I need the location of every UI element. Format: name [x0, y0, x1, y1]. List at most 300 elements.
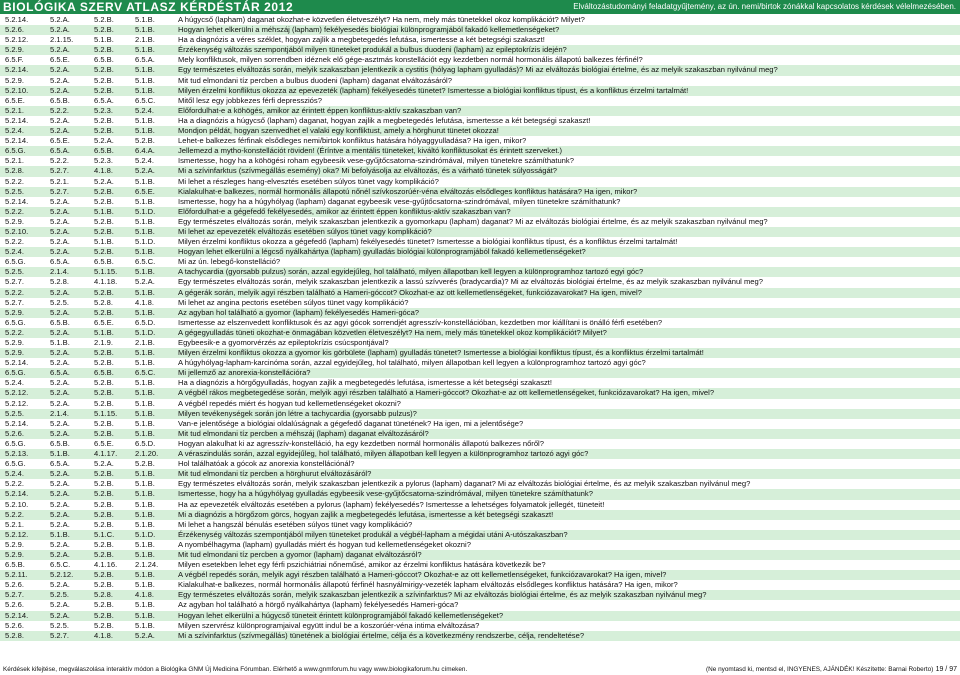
- question-text: Hogyan lehet elkerülni a méhszáj (lapham) fekélyesedés biológiai különprogramjából fakadó kellemetlenségeket?: [178, 25, 560, 35]
- chapter-code: 6.5.B.: [94, 146, 114, 156]
- question-text: Mi lehet az angina pectoris esetében súlyos tünet vagy komplikáció?: [178, 297, 409, 307]
- chapter-code: 5.2.A.: [50, 226, 70, 236]
- chapter-code: 5.2.A.: [50, 378, 70, 388]
- question-text: Mit tud elmondani tíz percben a hörghurut elváltozásáról?: [178, 469, 372, 479]
- chapter-code: 5.2.4.: [135, 105, 154, 115]
- chapter-code: 5.2.A.: [135, 630, 155, 640]
- chapter-code: 5.2.B.: [94, 378, 114, 388]
- question-text: Mit tud elmondani tíz percben a bulbus duodeni (lapham) daganat elváltozásáról?: [178, 75, 452, 85]
- question-text: Egy természetes elváltozás során, melyik szakaszban jelentkezik a gyomorkapu (lapham) daganat? Mi az elváltozás biológiai értelme, és az melyik szakaszban nyilvánul meg?: [178, 216, 768, 226]
- chapter-code: 5.2.A.: [50, 509, 70, 519]
- chapter-code: 6.5.G.: [5, 438, 26, 448]
- chapter-code: 5.2.A.: [50, 307, 70, 317]
- chapter-code: 5.2.14.: [5, 489, 29, 499]
- chapter-code: 5.1.B.: [135, 509, 155, 519]
- chapter-code: 5.2.5.: [50, 590, 69, 600]
- chapter-code: 5.2.A.: [50, 15, 70, 24]
- table-row: [0, 388, 960, 398]
- chapter-code: 5.2.A.: [50, 358, 70, 368]
- table-row: [0, 580, 960, 590]
- chapter-code: 5.1.B.: [135, 539, 155, 549]
- chapter-code: 5.2.6.: [5, 580, 24, 590]
- chapter-code: 5.2.B.: [94, 600, 114, 610]
- chapter-code: 5.1.D.: [135, 237, 156, 247]
- chapter-code: 5.2.A.: [50, 115, 70, 125]
- chapter-code: 5.2.2.: [5, 176, 24, 186]
- question-text: Jellemezd a mytho-konstellációt röviden! (Éríntve a mentális tüneteket, kiváltó konfliktusokat és érintett szerveket.): [178, 146, 563, 156]
- chapter-code: 5.1.B.: [135, 378, 155, 388]
- chapter-code: 4.1.8.: [135, 297, 154, 307]
- header-subtitle: Elváltozástudományi feladatgyűjtemény, az ún. nemi/birtok zónákkal kapcsolatos kérdések vélelmezésében.: [573, 2, 956, 11]
- chapter-code: 5.2.B.: [94, 428, 114, 438]
- table-row: [0, 409, 960, 419]
- chapter-code: 6.5.C.: [135, 95, 156, 105]
- chapter-code: 5.1.B.: [135, 126, 155, 136]
- chapter-code: 5.1.B.: [94, 35, 114, 45]
- chapter-code: 5.2.5.: [50, 297, 69, 307]
- chapter-code: 6.5.C.: [135, 368, 156, 378]
- chapter-code: 5.2.9.: [5, 338, 24, 347]
- chapter-code: 5.2.A.: [50, 418, 70, 428]
- chapter-code: 4.1.8.: [135, 590, 154, 600]
- chapter-code: 5.2.A.: [94, 176, 114, 186]
- chapter-code: 5.2.A.: [50, 287, 70, 297]
- question-text: Mi lehet a hangszál bénulás esetében súlyos tünet vagy komplikáció?: [178, 519, 413, 529]
- chapter-code: 5.2.11.: [5, 570, 28, 580]
- chapter-code: 5.1.B.: [135, 418, 155, 428]
- chapter-code: 5.2.2.: [5, 327, 24, 337]
- chapter-code: 5.2.8.: [94, 590, 113, 600]
- table-row: [0, 611, 960, 621]
- chapter-code: 5.2.8.: [5, 166, 24, 176]
- table-row: [0, 631, 960, 641]
- question-text: A tachycardia (gyorsabb pulzus) során, azzal egyidejűleg, hol található, milyen állapotban kell legyen a különprogramhoz tartozó egyi góc?: [178, 267, 644, 277]
- chapter-code: 5.2.7.: [50, 630, 69, 640]
- chapter-code: 5.2.7.: [5, 277, 24, 287]
- chapter-code: 5.2.14.: [5, 136, 29, 146]
- chapter-code: 5.2.A.: [50, 388, 70, 398]
- table-row: [0, 166, 960, 176]
- table-row: [0, 419, 960, 429]
- chapter-code: 5.2.8.: [94, 297, 113, 307]
- chapter-code: 5.2.B.: [94, 499, 114, 509]
- table-row: [0, 308, 960, 318]
- chapter-code: 6.5.D.: [135, 317, 156, 327]
- chapter-code: 6.5.B.: [94, 55, 114, 65]
- question-table: [0, 15, 960, 641]
- table-row: [0, 267, 960, 277]
- chapter-code: 5.1.B.: [135, 287, 155, 297]
- chapter-code: 5.2.A.: [50, 126, 70, 136]
- chapter-code: 6.5.B.: [50, 317, 70, 327]
- chapter-code: 5.2.A.: [135, 166, 155, 176]
- chapter-code: 2.1.4.: [50, 408, 69, 418]
- chapter-code: 5.2.B.: [94, 358, 114, 368]
- question-text: Hogyan lehet elkerülni a húgycső tüneteit érintett különprogramjából fakadó kellemetlenségeket?: [178, 610, 504, 620]
- table-row: [0, 298, 960, 308]
- chapter-code: 6.5.B.: [94, 368, 114, 378]
- chapter-code: 5.2.A.: [94, 459, 114, 469]
- chapter-code: 5.2.1.: [50, 176, 69, 186]
- question-text: Hogyan alakulhat ki az agresszív-konstelláció, ha egy kezdetben normál hormonális állapotú balkezes nőről?: [178, 438, 544, 448]
- chapter-code: 4.1.8.: [94, 630, 113, 640]
- chapter-code: 5.2.A.: [50, 600, 70, 610]
- chapter-code: 5.2.B.: [94, 539, 114, 549]
- question-text: A véraszindulás során, azzal egyidejűleg, hol található, milyen állapotban kell legyen a különprogramhoz tartozó agyi góc?: [178, 449, 589, 459]
- table-row: [0, 65, 960, 75]
- chapter-code: 5.2.7.: [5, 297, 24, 307]
- chapter-code: 2.1.15.: [50, 35, 74, 45]
- chapter-code: 5.1.15.: [94, 408, 118, 418]
- chapter-code: 5.1.B.: [135, 479, 155, 489]
- table-row: [0, 116, 960, 126]
- question-text: Az agyban hol található a gyomor (lapham) fekélyesedés Hameri-góca?: [178, 307, 420, 317]
- chapter-code: 5.2.B.: [94, 348, 114, 358]
- chapter-code: 5.2.B.: [94, 580, 114, 590]
- chapter-code: 6.5.D.: [135, 438, 156, 448]
- chapter-code: 5.2.14.: [5, 196, 29, 206]
- chapter-code: 5.2.A.: [50, 206, 70, 216]
- table-row: [0, 217, 960, 227]
- question-text: Mit tud elmondani tíz percben a méhszáj (lapham) daganat elváltozásáról?: [178, 428, 429, 438]
- table-row: [0, 187, 960, 197]
- chapter-code: 5.1.B.: [135, 75, 155, 85]
- chapter-code: 5.1.B.: [135, 620, 155, 630]
- question-text: Mi a szívinfarktus (szívmegállás esemény) oka? Mi befolyásolja az elváltozás, és a várható tünetek súlyosságát?: [178, 166, 558, 176]
- chapter-code: 5.2.6.: [5, 25, 24, 35]
- table-row: [0, 15, 960, 25]
- chapter-code: 5.2.B.: [94, 226, 114, 236]
- chapter-code: 5.2.A.: [50, 428, 70, 438]
- table-row: [0, 520, 960, 530]
- table-row: [0, 237, 960, 247]
- question-text: Mondjon példát, hogyan szenvedhet el valaki egy konfliktust, amely a hörghurut tünetet okozza!: [178, 126, 499, 136]
- question-text: Milyen esetekben lehet egy férfi pszichiátriai nőneműsé, amikor az érzelmi konfliktus hatására következik be?: [178, 560, 546, 570]
- chapter-code: 5.2.2.: [5, 237, 24, 247]
- chapter-code: 6.5.F.: [5, 55, 24, 65]
- chapter-code: 5.2.12.: [5, 35, 29, 45]
- chapter-code: 6.5.E.: [94, 438, 114, 448]
- chapter-code: 6.5.E.: [50, 136, 70, 146]
- chapter-code: 5.1.D.: [135, 327, 156, 337]
- chapter-code: 2.1.B.: [135, 35, 155, 45]
- question-text: Milyen szervrész különprogramjaival együtt indul be a koszorúér-véna intima elváltozása?: [178, 620, 480, 630]
- chapter-code: 5.2.B.: [94, 65, 114, 75]
- chapter-code: 5.2.12.: [50, 570, 74, 580]
- chapter-code: 5.2.12.: [5, 529, 29, 539]
- question-text: Van-e jelentősége a biológiai oldalúságnak a gégefedő daganat tünetének? Ha igen, mi a jelentősége?: [178, 418, 524, 428]
- table-row: [0, 96, 960, 106]
- chapter-code: 4.1.17.: [94, 449, 118, 459]
- question-text: Érzékenység változás szempontjából milyen tüneteket produkál a végbél-lapham a mégidai utáni A-utószakaszban?: [178, 529, 568, 539]
- chapter-code: 5.1.B.: [135, 519, 155, 529]
- table-row: [0, 469, 960, 479]
- chapter-code: 5.1.B.: [135, 489, 155, 499]
- chapter-code: 6.4.A.: [135, 146, 155, 156]
- chapter-code: 5.2.B.: [94, 75, 114, 85]
- chapter-code: 5.2.1.: [5, 105, 24, 115]
- chapter-code: 5.2.A.: [50, 539, 70, 549]
- question-text: Egy természetes elváltozás során, melyik szakaszban jelentkezik a szívinfarktus? Mi az elváltozás biológiai értelme, és az melyik szakaszban nyilvánul meg?: [178, 590, 707, 600]
- chapter-code: 5.1.B.: [135, 247, 155, 257]
- chapter-code: 5.2.A.: [50, 85, 70, 95]
- chapter-code: 5.1.B.: [135, 398, 155, 408]
- chapter-code: 5.2.14.: [5, 15, 29, 24]
- chapter-code: 6.5.E.: [94, 317, 114, 327]
- question-text: Kialakulhat-e balkezes, normál hormonális állapotú férfinél hasnyálmirigy-vezeték lapham elváltozás elsődleges konfliktus hatására? Ha igen, mikor?: [178, 580, 678, 590]
- chapter-code: 6.5.C.: [50, 560, 71, 570]
- chapter-code: 5.1.B.: [135, 580, 155, 590]
- chapter-code: 6.5.A.: [50, 459, 70, 469]
- chapter-code: 5.1.B.: [135, 45, 155, 55]
- table-row: [0, 35, 960, 45]
- chapter-code: 5.2.B.: [94, 85, 114, 95]
- chapter-code: 5.2.B.: [94, 186, 114, 196]
- chapter-code: 5.2.12.: [5, 388, 29, 398]
- chapter-code: 5.2.9.: [5, 539, 24, 549]
- question-text: Mi a diagnózis a hörgőzom görcs, hogyan zajlik a megbetegedés lefutása, ismertesse a két betegségi szakaszt!: [178, 509, 554, 519]
- chapter-code: 5.2.A.: [50, 25, 70, 35]
- table-row: [0, 621, 960, 631]
- chapter-code: 5.2.A.: [50, 247, 70, 257]
- chapter-code: 5.2.A.: [50, 580, 70, 590]
- table-row: [0, 156, 960, 166]
- chapter-code: 6.5.A.: [135, 55, 155, 65]
- chapter-code: 6.5.A.: [94, 95, 114, 105]
- chapter-code: 5.2.A.: [50, 489, 70, 499]
- chapter-code: 5.2.5.: [5, 267, 24, 277]
- table-row: [0, 207, 960, 217]
- question-text: Ismertesse, hogy ha a húgyhólyag gyulladás egybeesik vese-gyűjtőcsatorna-szindrómával, milyen tünetekre számíthatunk?: [178, 489, 593, 499]
- question-text: Kialakulhat-e balkezes, normál hormonális állapotú nőnél szívkoszorúér-véna elváltozás elsődleges konfliktus hatására? Ha igen, mikor?: [178, 186, 638, 196]
- table-row: [0, 136, 960, 146]
- chapter-code: 5.2.B.: [94, 126, 114, 136]
- chapter-code: 5.2.B.: [94, 247, 114, 257]
- chapter-code: 5.2.9.: [5, 307, 24, 317]
- table-row: [0, 510, 960, 520]
- question-text: A húgyhólyag-lapham-karcinóma során, azzal egyidejűleg, hol található, milyen állapotban kell legyen a különprogramhoz tartozó agyi góc?: [178, 358, 646, 368]
- chapter-code: 6.5.A.: [50, 146, 70, 156]
- question-text: A nyombélhagyma (lapham) gyulladás miért és hogyan tud kellemetlenségeket okozni?: [178, 539, 471, 549]
- chapter-code: 5.2.B.: [94, 519, 114, 529]
- table-row: [0, 560, 960, 570]
- page-footer: [0, 665, 960, 675]
- chapter-code: 5.1.B.: [135, 226, 155, 236]
- question-text: Mitől lesz egy jobbkezes férfi depressziós?: [178, 95, 322, 105]
- table-row: [0, 439, 960, 449]
- table-row: [0, 257, 960, 267]
- chapter-code: 5.1.B.: [135, 115, 155, 125]
- chapter-code: 5.1.B.: [135, 196, 155, 206]
- question-text: Ha a diagnózis a véres széklet, hogyan zajlik a megbetegedés lefutása, ismertesse a két betegségi szakaszt!: [178, 35, 545, 45]
- chapter-code: 5.2.A.: [50, 398, 70, 408]
- chapter-code: 5.2.12.: [5, 398, 29, 408]
- chapter-code: 5.2.B.: [94, 469, 114, 479]
- chapter-code: 5.2.1.: [5, 519, 24, 529]
- table-row: [0, 459, 960, 469]
- chapter-code: 5.1.B.: [50, 529, 70, 539]
- question-text: Mit tud elmondani tíz percben a gyomor (lapham) daganat elváltozásról?: [178, 549, 422, 559]
- table-row: [0, 489, 960, 499]
- chapter-code: 5.2.B.: [94, 307, 114, 317]
- chapter-code: 5.2.A.: [50, 479, 70, 489]
- table-row: [0, 570, 960, 580]
- table-row: [0, 227, 960, 237]
- chapter-code: 5.2.2.: [5, 287, 24, 297]
- chapter-code: 5.1.B.: [135, 216, 155, 226]
- table-row: [0, 45, 960, 55]
- chapter-code: 5.1.B.: [135, 358, 155, 368]
- question-text: Hol találhatóak a gócok az anorexia konstellációnál?: [178, 459, 355, 469]
- table-row: [0, 277, 960, 287]
- chapter-code: 5.1.B.: [135, 65, 155, 75]
- chapter-code: 5.2.2.: [50, 156, 69, 166]
- chapter-code: 5.2.B.: [135, 459, 155, 469]
- chapter-code: 5.1.B.: [135, 610, 155, 620]
- chapter-code: 4.1.18.: [94, 277, 118, 287]
- chapter-code: 5.2.B.: [94, 418, 114, 428]
- chapter-code: 5.2.B.: [94, 287, 114, 297]
- chapter-code: 4.1.8.: [94, 166, 113, 176]
- chapter-code: 5.2.B.: [94, 115, 114, 125]
- question-text: Ismertesse, hogy ha a köhögési roham egybeesik vese-gyűjtőcsatorna-szindrómával, milyen tünetekre számíthatunk?: [178, 156, 574, 166]
- question-text: Mi a szívinfarktus (szívmegállás) tünetének a biológiai értelme, célja és a következmény rendszerbe, célja, rendeltetése?: [178, 630, 585, 640]
- chapter-code: 5.2.B.: [94, 549, 114, 559]
- chapter-code: 5.1.B.: [94, 206, 114, 216]
- chapter-code: 6.5.B.: [50, 438, 70, 448]
- chapter-code: 5.2.B.: [94, 610, 114, 620]
- chapter-code: 5.1.B.: [135, 388, 155, 398]
- chapter-code: 5.2.5.: [5, 408, 24, 418]
- table-row: [0, 76, 960, 86]
- chapter-code: 5.2.4.: [5, 126, 24, 136]
- chapter-code: 6.5.E.: [5, 95, 25, 105]
- chapter-code: 6.5.A.: [50, 368, 70, 378]
- chapter-code: 5.2.A.: [50, 519, 70, 529]
- chapter-code: 5.2.9.: [5, 216, 24, 226]
- table-row: [0, 197, 960, 207]
- chapter-code: 5.1.B.: [135, 307, 155, 317]
- chapter-code: 5.1.B.: [135, 267, 155, 277]
- chapter-code: 5.2.6.: [5, 600, 24, 610]
- table-row: [0, 550, 960, 560]
- chapter-code: 5.2.B.: [94, 216, 114, 226]
- chapter-code: 2.1.4.: [50, 267, 69, 277]
- question-text: Előfordulhat-e a gégefedő fekélyesedés, amikor az érintett éppen konfliktus-aktív szakaszban van?: [178, 206, 511, 216]
- chapter-code: 5.2.14.: [5, 65, 29, 75]
- table-row: [0, 590, 960, 600]
- question-text: Lehet-e balkezes férfinak elsődleges nemi/birtok konfliktus hatására hólyaggyulladása? Ha igen, mikor?: [178, 136, 527, 146]
- table-row: [0, 328, 960, 338]
- chapter-code: 5.2.7.: [50, 186, 69, 196]
- chapter-code: 2.1.24.: [135, 560, 159, 570]
- chapter-code: 5.2.4.: [135, 156, 154, 166]
- chapter-code: 5.2.A.: [50, 45, 70, 55]
- chapter-code: 5.1.B.: [135, 570, 155, 580]
- chapter-code: 2.1.B.: [135, 338, 155, 347]
- chapter-code: 5.2.3.: [94, 105, 113, 115]
- chapter-code: 5.2.B.: [94, 25, 114, 35]
- chapter-code: 5.2.10.: [5, 499, 29, 509]
- table-row: [0, 86, 960, 96]
- chapter-code: 6.5.C.: [135, 257, 156, 267]
- question-text: Ismertesse az elszenvedett konfliktusok és az agyi gócok sorrendjét agresszív-konstellációban, kezdetben mor kiállítani is önálló férfi esetében?: [178, 317, 663, 327]
- question-text: Mi lehet az epevezeték elváltozás esetében súlyos tünet vagy komplikáció?: [178, 226, 432, 236]
- chapter-code: 5.1.B.: [135, 348, 155, 358]
- chapter-code: 5.2.B.: [94, 388, 114, 398]
- question-text: Egy természetes elváltozás során, melyik szakaszban jelentkezik a pylorus (lapham) daganat? Mi az elváltozás biológiai értelme, és az melyik szakaszban nyilvánul meg?: [178, 479, 751, 489]
- question-text: Milyen érzelmi konfliktus okozza a gégefedő (lapham) fekélyesedés tünetet? Ismertesse a biológiai konfliktus típust, és a konfliktus érzelmi tartalmát!: [178, 237, 678, 247]
- chapter-code: 2.1.9.: [94, 338, 113, 347]
- chapter-code: 5.1.B.: [135, 85, 155, 95]
- table-row: [0, 177, 960, 187]
- table-row: [0, 530, 960, 540]
- table-row: [0, 338, 960, 348]
- chapter-code: 5.2.8.: [50, 277, 69, 287]
- table-row: [0, 146, 960, 156]
- chapter-code: 5.1.B.: [50, 338, 70, 347]
- chapter-code: 5.2.2.: [5, 206, 24, 216]
- chapter-code: 5.1.B.: [94, 237, 114, 247]
- chapter-code: 5.2.A.: [50, 469, 70, 479]
- chapter-code: 6.5.E.: [135, 186, 155, 196]
- chapter-code: 5.2.14.: [5, 115, 29, 125]
- chapter-code: 5.2.A.: [94, 136, 114, 146]
- chapter-code: 5.2.9.: [5, 549, 24, 559]
- chapter-code: 5.2.A.: [50, 237, 70, 247]
- chapter-code: 5.2.5.: [5, 186, 24, 196]
- chapter-code: 5.2.B.: [94, 489, 114, 499]
- table-row: [0, 399, 960, 409]
- table-row: [0, 500, 960, 510]
- chapter-code: 5.1.B.: [135, 549, 155, 559]
- question-text: Ha az epevezeték elváltozás esetében a pylorus (lapham) fekélyesedés? Ismertesse a lehetséges folyamatok jellegét, tüneteit!: [178, 499, 605, 509]
- page-number: 19 / 97: [935, 666, 957, 673]
- question-text: Egybeesik-e a gyomorvérzés az epileptokrízis csúcspontjával?: [178, 338, 389, 347]
- chapter-code: 2.1.20.: [135, 449, 159, 459]
- chapter-code: 5.1.B.: [135, 600, 155, 610]
- table-row: [0, 247, 960, 257]
- chapter-code: 5.2.A.: [50, 549, 70, 559]
- page-header: [0, 0, 960, 14]
- chapter-code: 5.2.A.: [50, 75, 70, 85]
- chapter-code: 5.2.A.: [50, 499, 70, 509]
- chapter-code: 5.2.10.: [5, 85, 29, 95]
- chapter-code: 5.2.B.: [94, 45, 114, 55]
- chapter-code: 5.2.2.: [50, 105, 69, 115]
- chapter-code: 5.2.A.: [50, 196, 70, 206]
- question-text: Ismertesse, hogy ha a húgyhólyag (lapham) daganat egybeesik vese-gyűjtőcsatorna-szindrómával, milyen tünetekre számíthatunk?: [178, 196, 621, 206]
- chapter-code: 5.2.B.: [94, 509, 114, 519]
- chapter-code: 6.5.E.: [50, 55, 70, 65]
- footer-credit: (Ne nyomtasd ki, mentsd el, INGYENES, AJÁNDÉK! Készítette: Barnai Roberto): [706, 666, 934, 673]
- chapter-code: 5.2.A.: [135, 277, 155, 287]
- question-text: Egy természetes elváltozás során, melyik szakaszban jelentkezik a cystitis (hólyag lapham gyulladás)? Mi az elváltozás biológiai értelme, és az melyik szakaszban nyilvánul meg?: [178, 65, 778, 75]
- question-text: Mi jellemző az anorexia-konstellációra?: [178, 368, 311, 378]
- chapter-code: 5.2.6.: [5, 620, 24, 630]
- chapter-code: 5.2.13.: [5, 449, 29, 459]
- chapter-code: 6.5.G.: [5, 368, 26, 378]
- chapter-code: 5.2.8.: [5, 630, 24, 640]
- question-text: A gégegyulladás tüneti okozhat-e önmagában közvetlen életveszélyt? Ha nem, mely más tünetekkel okoz komplikációt? Milyet?: [178, 327, 607, 337]
- header-title: BIOLÓGIKA SZERV ATLASZ KÉRDÉSTÁR 2012: [3, 0, 294, 14]
- question-text: A végbél rákos megbetegedése során, melyik agyi részben található a Hameri-góccot? Okozhat-e az ott kellemetlenségeket, funkciózavarokat? Ha igen, mivel?: [178, 388, 715, 398]
- chapter-code: 4.1.16.: [94, 560, 118, 570]
- table-row: [0, 126, 960, 136]
- question-text: Milyen tevékenységek során jön létre a tachycardia (gyorsabb pulzus)?: [178, 408, 417, 418]
- table-row: [0, 318, 960, 328]
- chapter-code: 6.5.B.: [94, 257, 114, 267]
